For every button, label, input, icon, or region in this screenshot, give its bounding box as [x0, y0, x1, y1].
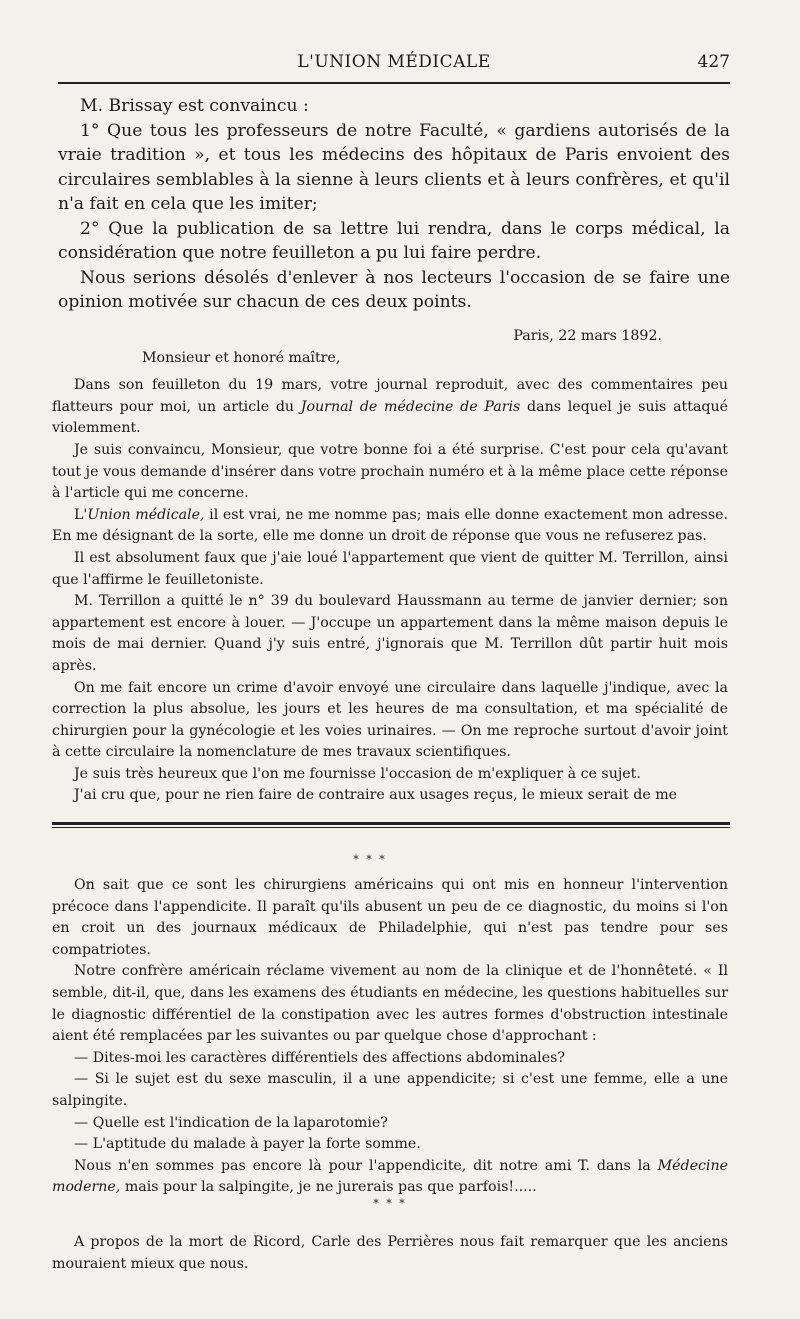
- letter-dateline: Paris, 22 mars 1892.: [513, 328, 662, 344]
- letter-text: dans lequel je suis attaqué violemment.: [52, 398, 729, 437]
- appendicitis-section: [52, 875, 728, 1199]
- letter-paragraph: Je suis convaincu, Monsieur, que votre bonne foi a été surprise. C'est pour cela qu'avant tout je vous demande d'insérer dans votre prochain numéro et à la même place cette réponse à l'article qui me concerne.: [52, 441, 728, 502]
- letter-salutation: Monsieur et honoré maître,: [142, 349, 341, 366]
- letter-paragraph: Il est absolument faux que j'aie loué l'appartement que vient de quitter M. Terrillon, ainsi que l'affirme le feuilletoniste.: [52, 549, 728, 588]
- letter-paragraph: [52, 375, 728, 440]
- intro-closing: Nous serions désolés d'enlever à nos lecteurs l'occasion de se faire une opinion motivée sur chacun de ces deux points.: [58, 267, 730, 312]
- page-number: 427: [697, 52, 730, 72]
- journal-title: L'UNION MÉDICALE: [297, 52, 491, 72]
- letter-text: il est vrai, ne me nomme pas; mais elle donne exactement mon adresse. En me désignant de la sorte, elle me donne un droit de réponse que vous ne refuserez pas.: [52, 506, 729, 545]
- dialogue-line: — Si le sujet est du sexe masculin, il a une appendicite; si c'est une femme, elle a une salpingite.: [52, 1071, 728, 1109]
- dialogue-line: — Dites-moi les caractères différentiels des affections abdominales?: [74, 1049, 566, 1066]
- intro-point-2: 2° Que la publication de sa lettre lui rendra, dans le corps médical, la considération que notre feuilleton a pu lui faire perdre.: [58, 218, 730, 263]
- journal-citation: Journal de médecine de Paris: [300, 398, 521, 415]
- section-paragraph: A propos de la mort de Ricord, Carle des Perrières nous fait remarquer que les anciens mouraient mieux que nous.: [52, 1234, 728, 1272]
- section-paragraph: On sait que ce sont les chirurgiens américains qui ont mis en honneur l'intervention précoce dans l'appendicite. Il paraît qu'ils abusent un peu de ce diagnostic, du moins si l'on en croit un des journaux médicaux de Philadelphie, qui n'est pas tendre pour ses compatriotes.: [52, 877, 728, 958]
- letter-section: [52, 326, 728, 807]
- letter-paragraph: On me fait encore un crime d'avoir envoyé une circulaire dans laquelle j'indique, avec la correction la plus absolue, les jours et les heures de ma consultation, et ma spécialité de chirurgien pour la gynécologie et les voies urinaires. — On me reproche surtout d'avoir joint à cette circulaire la nomenclature de mes travaux scientifiques.: [52, 679, 728, 761]
- journal-citation: Union médicale,: [87, 506, 205, 523]
- section-text: mais pour la salpingite, je ne jurerais pas que parfois!.....: [120, 1179, 537, 1196]
- section-paragraph: [52, 1156, 728, 1199]
- ricord-section: [52, 1232, 728, 1275]
- running-head: [58, 52, 730, 82]
- journal-citation: Médecine moderne,: [52, 1157, 728, 1196]
- section-paragraph: Notre confrère américain réclame vivement au nom de la clinique et de l'honnêteté. « Il semble, dit-il, que, dans les examens des étudiants en médecine, les questions habituelles sur le diagnostic différentiel de la constipation avec les autres formes d'obstruction intestinale aient été remplacées par les suivantes ou par quelque chose d'approchant :: [52, 963, 728, 1045]
- letter-paragraph: Je suis très heureux que l'on me fournisse l'occasion de m'expliquer à ce sujet.: [74, 765, 641, 782]
- asterism-divider: * * *: [373, 1197, 407, 1210]
- header-rule: [58, 82, 730, 84]
- section-text: Nous n'en sommes pas encore là pour l'appendicite, dit notre ami T. dans la: [74, 1157, 658, 1174]
- letter-text: L': [74, 506, 88, 523]
- letter-paragraph: J'ai cru que, pour ne rien faire de contraire aux usages reçus, le mieux serait de me: [74, 787, 678, 804]
- section-divider: [52, 822, 730, 828]
- asterism-divider: * * *: [353, 853, 387, 866]
- intro-lead: M. Brissay est convaincu :: [80, 96, 309, 116]
- intro-point-1: 1° Que tous les professeurs de notre Faculté, « gardiens autorisés de la vraie tradition », et tous les médecins des hôpitaux de Paris envoient des circulaires semblables à la sienne à leurs clients et à leurs confrères, et qu'il n'a fait en cela que les imiter;: [58, 120, 730, 214]
- dialogue-line: — L'aptitude du malade à payer la forte somme.: [74, 1136, 421, 1153]
- letter-paragraph: [52, 505, 728, 548]
- letter-paragraph: M. Terrillon a quitté le n° 39 du boulevard Haussmann au terme de janvier dernier; son appartement est encore à louer. — J'occupe un appartement dans la même maison depuis le mois de mai dernier. Quand j'y suis entré, j'ignorais que M. Terrillon dût partir huit mois après.: [52, 593, 728, 674]
- dialogue-line: — Quelle est l'indication de la laparotomie?: [74, 1114, 388, 1131]
- intro-section: [58, 94, 730, 315]
- letter-text: Dans son feuilleton du 19 mars, votre journal reproduit, avec des commentaires peu flatteurs pour moi, un article du: [52, 377, 728, 415]
